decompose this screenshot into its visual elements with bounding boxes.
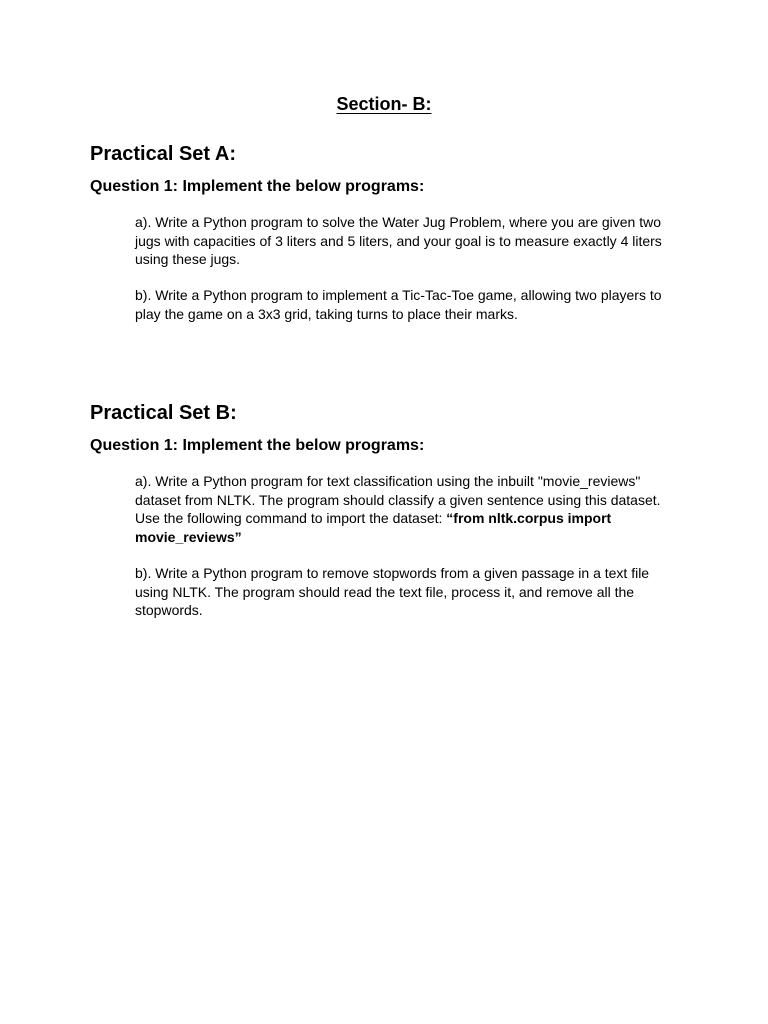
set-a-task-a: a). Write a Python program to solve the Water Jug Problem, where you are given two jugs with capacities of 3 liters and 5 liters, and your goal is to measure exactly 4 liters using these jugs. xyxy=(135,214,662,268)
set-b-task-a-text: a). Write a Python program for text classification using the inbuilt "movie_reviews" dataset from NLTK. The program should classify a given sentence using this dataset. Use the following command to import the dataset: xyxy=(135,473,661,527)
set-a-task-b: b). Write a Python program to implement a Tic-Tac-Toe game, allowing two players to play the game on a 3x3 grid, taking turns to place their marks. xyxy=(135,287,662,322)
practical-set-b-title: Practical Set B: xyxy=(90,402,237,424)
import-command: “from nltk.corpus import movie_reviews” xyxy=(135,510,612,546)
set-b-question-title: Question 1: Implement the below programs: xyxy=(90,437,425,454)
set-b-task-a xyxy=(135,472,663,547)
set-b-task-b: b). Write a Python program to remove stopwords from a given passage in a text file using NLTK. The program should read the text file, process it, and remove all the stopwords. xyxy=(135,565,650,619)
practical-set-a-title: Practical Set A: xyxy=(90,143,236,165)
set-a-question-title: Question 1: Implement the below programs: xyxy=(90,178,425,195)
section-title: Section- B: xyxy=(336,94,432,114)
